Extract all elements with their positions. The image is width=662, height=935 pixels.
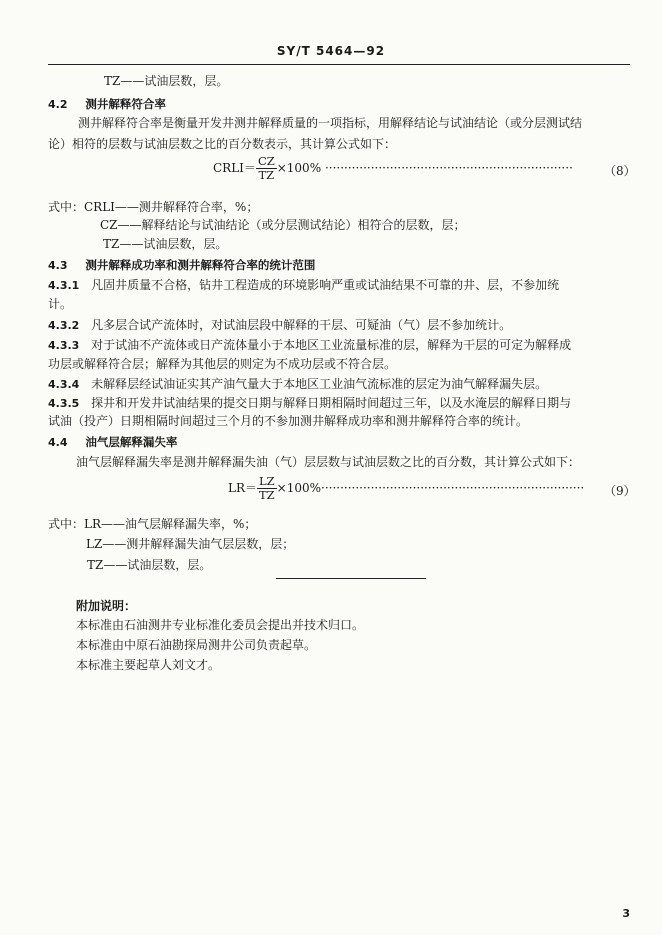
formula-fraction — [256, 155, 277, 182]
appendix-line: 本标准由石油测井专业标准化委员会提出并技术归口。 — [76, 618, 365, 632]
clause-text: 凡多层合试产流体时，对试油层段中解释的干层、可疑油（气）层不参加统计。 — [91, 318, 512, 332]
clause-4-3-5 — [48, 394, 571, 411]
section-title: 油气层解释漏失率 — [85, 435, 178, 449]
where-line: 式中：CRLI——测井解释符合率，%； — [48, 200, 259, 214]
clause-number: 4.3.5 — [48, 397, 80, 410]
formula-lhs: LR＝ — [228, 481, 258, 495]
section-number: 4.4 — [48, 436, 68, 449]
section-4-4-heading — [48, 434, 177, 450]
where-line: TZ——试油层数，层。 — [87, 558, 212, 572]
page-header: SY/T 5464—92 — [276, 44, 386, 58]
separator-rule — [276, 578, 426, 579]
section-title: 测井解释符合率 — [85, 97, 166, 111]
fraction-numerator: LZ — [259, 474, 275, 488]
clause-text: 对于试油不产流体或日产流体量小于本地区工业流量标准的层，解释为干层的可定为解释成 — [91, 338, 572, 352]
clause-4-3-1 — [48, 276, 559, 293]
paragraph-line: 计。 — [48, 297, 73, 311]
clause-number: 4.3.3 — [48, 339, 80, 352]
formula-rhs: ×100% — [276, 161, 322, 175]
header-rule — [48, 64, 630, 65]
where-line: LZ——测井解释漏失油气层层数，层； — [86, 537, 295, 551]
leader-dots: ····································································· — [321, 481, 585, 495]
clause-text: 凡固井质量不合格，钻井工程造成的环境影响严重或试油结果不可靠的井、层，不参加统 — [91, 278, 560, 292]
section-4-3-heading — [48, 257, 315, 273]
section-4-2-heading — [48, 96, 166, 112]
clause-4-3-2 — [48, 316, 511, 333]
where-line: 式中：LR——油气层解释漏失率，%； — [48, 517, 257, 531]
paragraph-line: 功层或解释符合层；解释为其他层的则定为不成功层或不符合层。 — [48, 357, 397, 371]
section-number: 4.2 — [48, 98, 68, 111]
formula-fraction — [257, 475, 277, 502]
clause-number: 4.3.4 — [48, 378, 80, 391]
paragraph-line: 试油（投产）日期相隔时间超过三个月的不参加测井解释成功率和测井解释符合率的统计。 — [48, 414, 529, 428]
fraction-denominator: TZ — [259, 488, 275, 502]
clause-text: 未解释层经试油证实其产油气量大于本地区工业油气流标准的层定为油气解释漏失层。 — [91, 377, 548, 391]
formula-9 — [228, 475, 584, 502]
fraction-numerator: CZ — [257, 154, 275, 168]
clause-4-3-3 — [48, 336, 571, 353]
where-line: CZ——解释结论与试油结论（或分层测试结论）相符合的层数，层； — [100, 218, 466, 232]
appendix-line: 本标准由中原石油勘探局测井公司负责起草。 — [76, 638, 317, 652]
page-number: 3 — [622, 907, 630, 920]
leader-dots: ································································· — [324, 161, 573, 175]
appendix-title: 附加说明： — [76, 599, 137, 613]
section-number: 4.3 — [48, 259, 68, 272]
fraction-denominator: TZ — [258, 168, 275, 182]
paragraph-line: 测井解释符合率是衡量开发井测井解释质量的一项指标，用解释结论与试油结论（或分层测试结 — [78, 116, 583, 130]
paragraph-line: 油气层解释漏失率是测井解释漏失油（气）层层数与试油层数之比的百分数，其计算公式如下： — [76, 455, 581, 469]
formula-rhs: ×100% — [276, 481, 322, 495]
where-line: TZ——试油层数，层。 — [103, 237, 228, 251]
clause-number: 4.3.1 — [48, 279, 80, 292]
section-title: 测井解释成功率和测井解释符合率的统计范围 — [85, 258, 316, 272]
clause-4-3-4 — [48, 375, 547, 392]
clause-number: 4.3.2 — [48, 319, 80, 332]
paragraph-line: 论）相符的层数与试油层数之比的百分数表示，其计算公式如下： — [48, 137, 397, 151]
formula-8 — [213, 155, 573, 182]
where-tz-line: TZ——试油层数，层。 — [104, 74, 229, 88]
formula-lhs: CRLI＝ — [213, 161, 256, 175]
clause-text: 探井和开发井试油结果的提交日期与解释日期相隔时间超过三年，以及水淹层的解释日期与 — [91, 396, 572, 410]
equation-number: （9） — [604, 484, 636, 498]
equation-number: （8） — [604, 164, 636, 178]
appendix-line: 本标准主要起草人刘文才。 — [76, 658, 221, 672]
